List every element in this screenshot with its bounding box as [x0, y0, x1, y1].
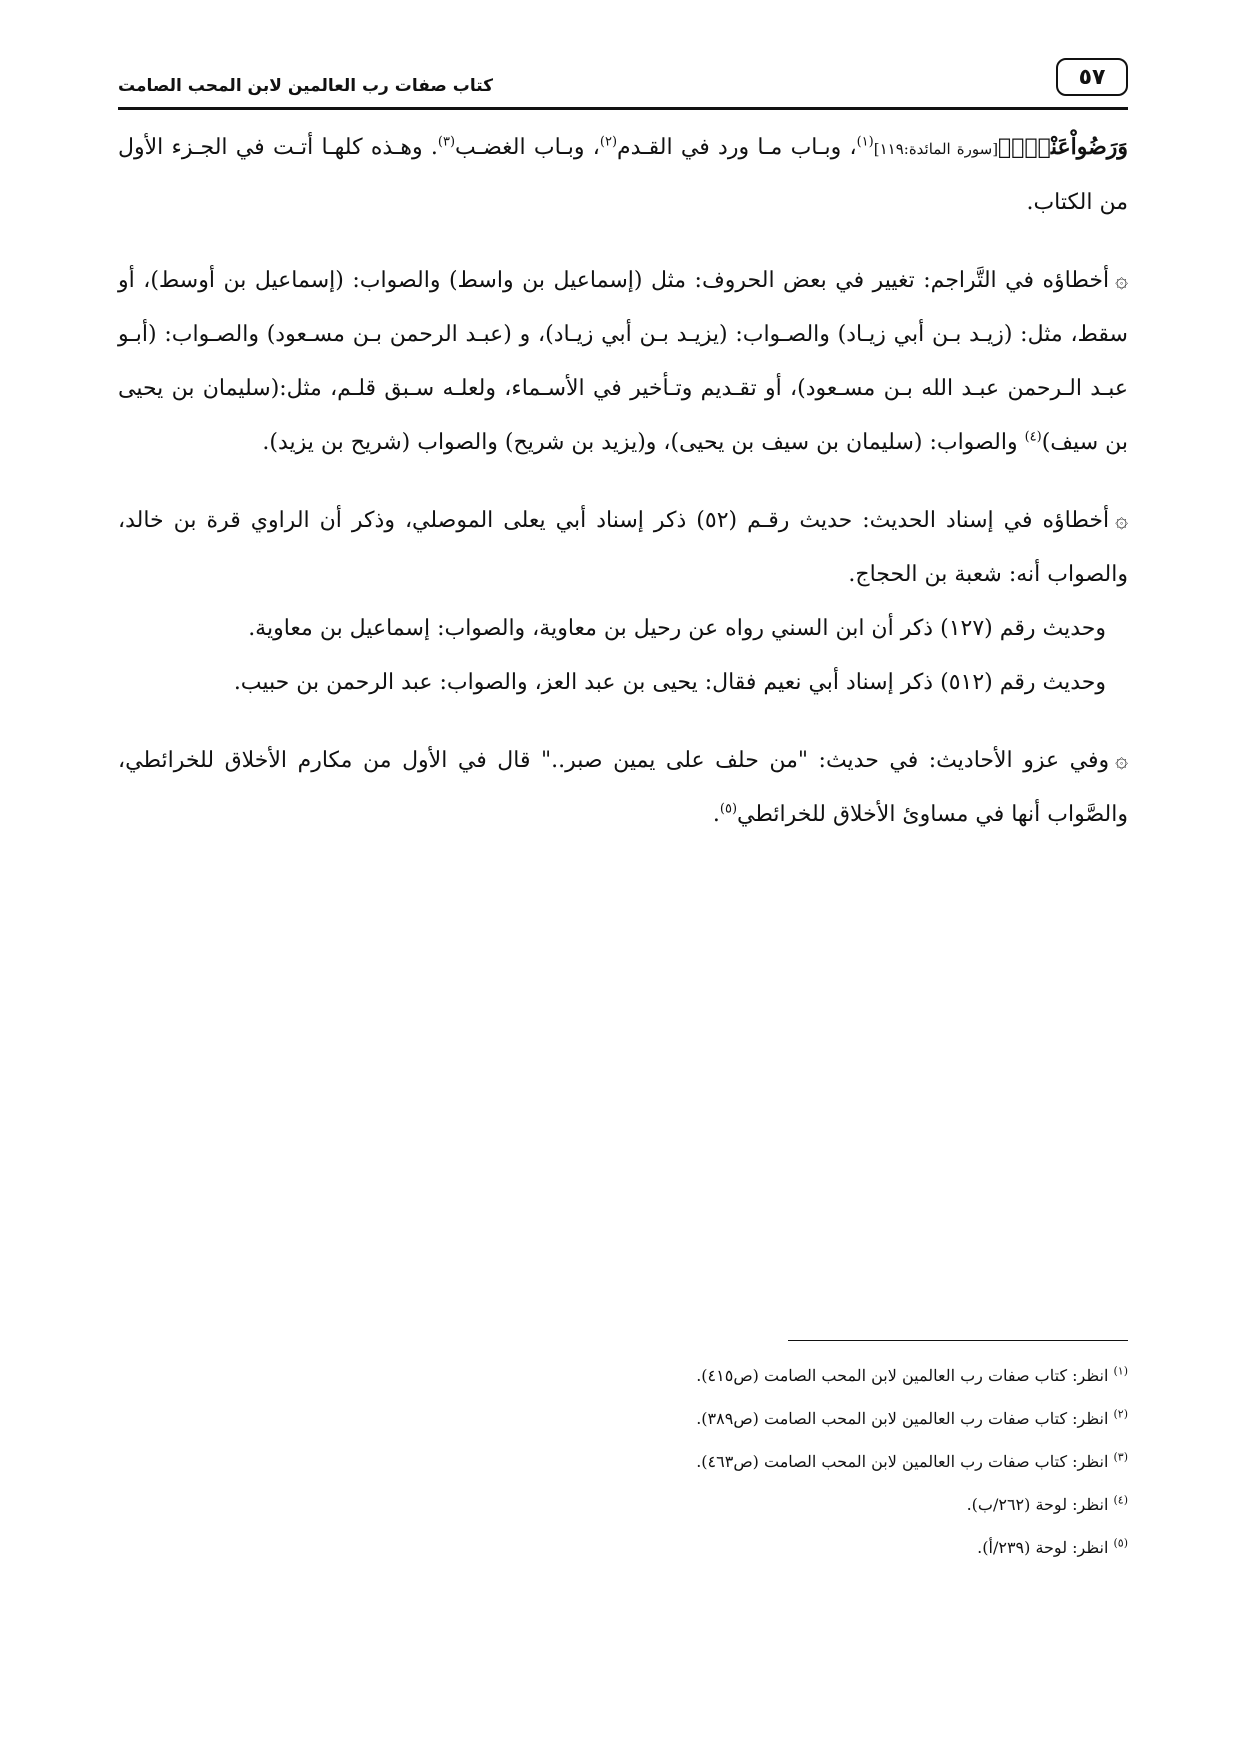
- paragraph-hadith-127: [118, 602, 1128, 656]
- footnote-item: [118, 1354, 1128, 1397]
- paragraph-quran-citation: [118, 120, 1128, 230]
- quran-bracket: ﴾: [998, 134, 1012, 160]
- paragraph-text: أخطاؤه في إسناد الحديث: حديث رقـم (٥٢) ذكر إسناد أبي يعلى الموصلي، وذكر أن الراوي قرة بن خالد، والصواب أنه: شعبة بن الحجاج.: [118, 508, 1128, 587]
- page-header: [118, 54, 1128, 110]
- running-title: كتاب صفات رب العالمين لابن المحب الصامت: [118, 76, 494, 96]
- paragraph-text: وفي عزو الأحاديث: في حديث: "من حلف على يمين صبر.." قال في الأول من مكارم الأخلاق للخرائطي، والصَّواب أنها في مساوئ الأخلاق للخرائطي: [118, 748, 1128, 827]
- footnote-ref-2[interactable]: (٢): [599, 134, 618, 150]
- footnotes: [118, 1354, 1128, 1569]
- paragraph-attribution-errors: [118, 734, 1128, 842]
- paragraph-translations-errors: [118, 254, 1128, 470]
- footnote-text: انظر: كتاب صفات رب العالمين لابن المحب الصامت (ص٤٦٣).: [696, 1452, 1109, 1471]
- flower-ornament-icon: ۞: [1115, 508, 1129, 533]
- header-divider: [118, 107, 1128, 110]
- footnote-ref-1[interactable]: (١): [856, 134, 874, 150]
- footnote-text: انظر: لوحة (٢٣٩/أ).: [977, 1538, 1109, 1557]
- footnote-ref-3[interactable]: (٣): [437, 134, 456, 150]
- footnote-text: انظر: كتاب صفات رب العالمين لابن المحب الصامت (ص٤١٥).: [696, 1366, 1109, 1385]
- footnote-item: [118, 1397, 1128, 1440]
- paragraph-hadith-512: [118, 656, 1128, 710]
- footnote-item: [118, 1440, 1128, 1483]
- paragraph-text: . وهـذه كلهـا أتـت في الجـزء الأول من الكتاب.: [118, 135, 1128, 215]
- footnote-ref-4[interactable]: (٤): [1024, 429, 1042, 445]
- paragraph-text: وحديث رقم (١٢٧) ذكر أن ابن السني رواه عن رحيل بن معاوية، والصواب: إسماعيل بن معاوية.: [248, 616, 1106, 641]
- quran-verse: وَرَضُواْعَنْهُۚ: [1011, 134, 1129, 160]
- flower-ornament-icon: ۞: [1115, 268, 1128, 293]
- footnote-number: (٢): [1113, 1407, 1128, 1421]
- footnote-item: [118, 1483, 1128, 1526]
- footnote-item: [118, 1526, 1128, 1569]
- paragraph-text: وحديث رقم (٥١٢) ذكر إسناد أبي نعيم فقال: يحيى بن عبد العز، والصواب: عبد الرحمن بن حبيب.: [233, 670, 1106, 695]
- footnote-text: انظر: لوحة (٢٦٢/ب).: [966, 1495, 1109, 1514]
- paragraph-isnad-errors: [118, 494, 1128, 602]
- footnote-number: (٤): [1113, 1493, 1128, 1507]
- footnote-ref-5[interactable]: (٥): [719, 801, 738, 817]
- paragraph-text: ، وبـاب مـا ورد في القـدم: [617, 135, 857, 160]
- surah-reference: [سورة المائدة:١١٩]: [873, 140, 999, 158]
- paragraph-text: ، وبـاب الغضـب: [455, 135, 600, 160]
- paragraph-text: .: [712, 802, 720, 827]
- footnote-number: (٣): [1113, 1450, 1128, 1464]
- footnote-text: انظر: كتاب صفات رب العالمين لابن المحب الصامت (ص٣٨٩).: [696, 1409, 1109, 1428]
- footnote-number: (٥): [1113, 1536, 1128, 1550]
- paragraph-text: والصواب: (سليمان بن سيف بن يحيى)، و(يزيد بن شريح) والصواب (شريح بن يزيد).: [262, 430, 1025, 455]
- page-number: ٥٧: [1056, 58, 1128, 96]
- main-text: [118, 120, 1128, 842]
- paragraph-text: أخطاؤه في التَّراجم: تغيير في بعض الحروف: مثل (إسماعيل بن واسط) والصواب: (إسماعيل بن أوسط)، أو سقط، مثل: (زيـد بـن أبي زيـاد) والصـواب: (يزيـد بـن أبي زيـاد)، و (عبـد الرحمن بـن مسـعود) والصـواب: (أبـو عبـد الـرحمن عبـد الله بـن مسـعود)، أو تقـديم وتـأخير في الأسـماء، ولعلـه سـبق قلـم، مثل:(سليمان بن يحيى بن سيف): [118, 268, 1128, 455]
- footnote-divider: [788, 1340, 1128, 1341]
- flower-ornament-icon: ۞: [1115, 748, 1128, 773]
- footnote-number: (١): [1113, 1364, 1128, 1378]
